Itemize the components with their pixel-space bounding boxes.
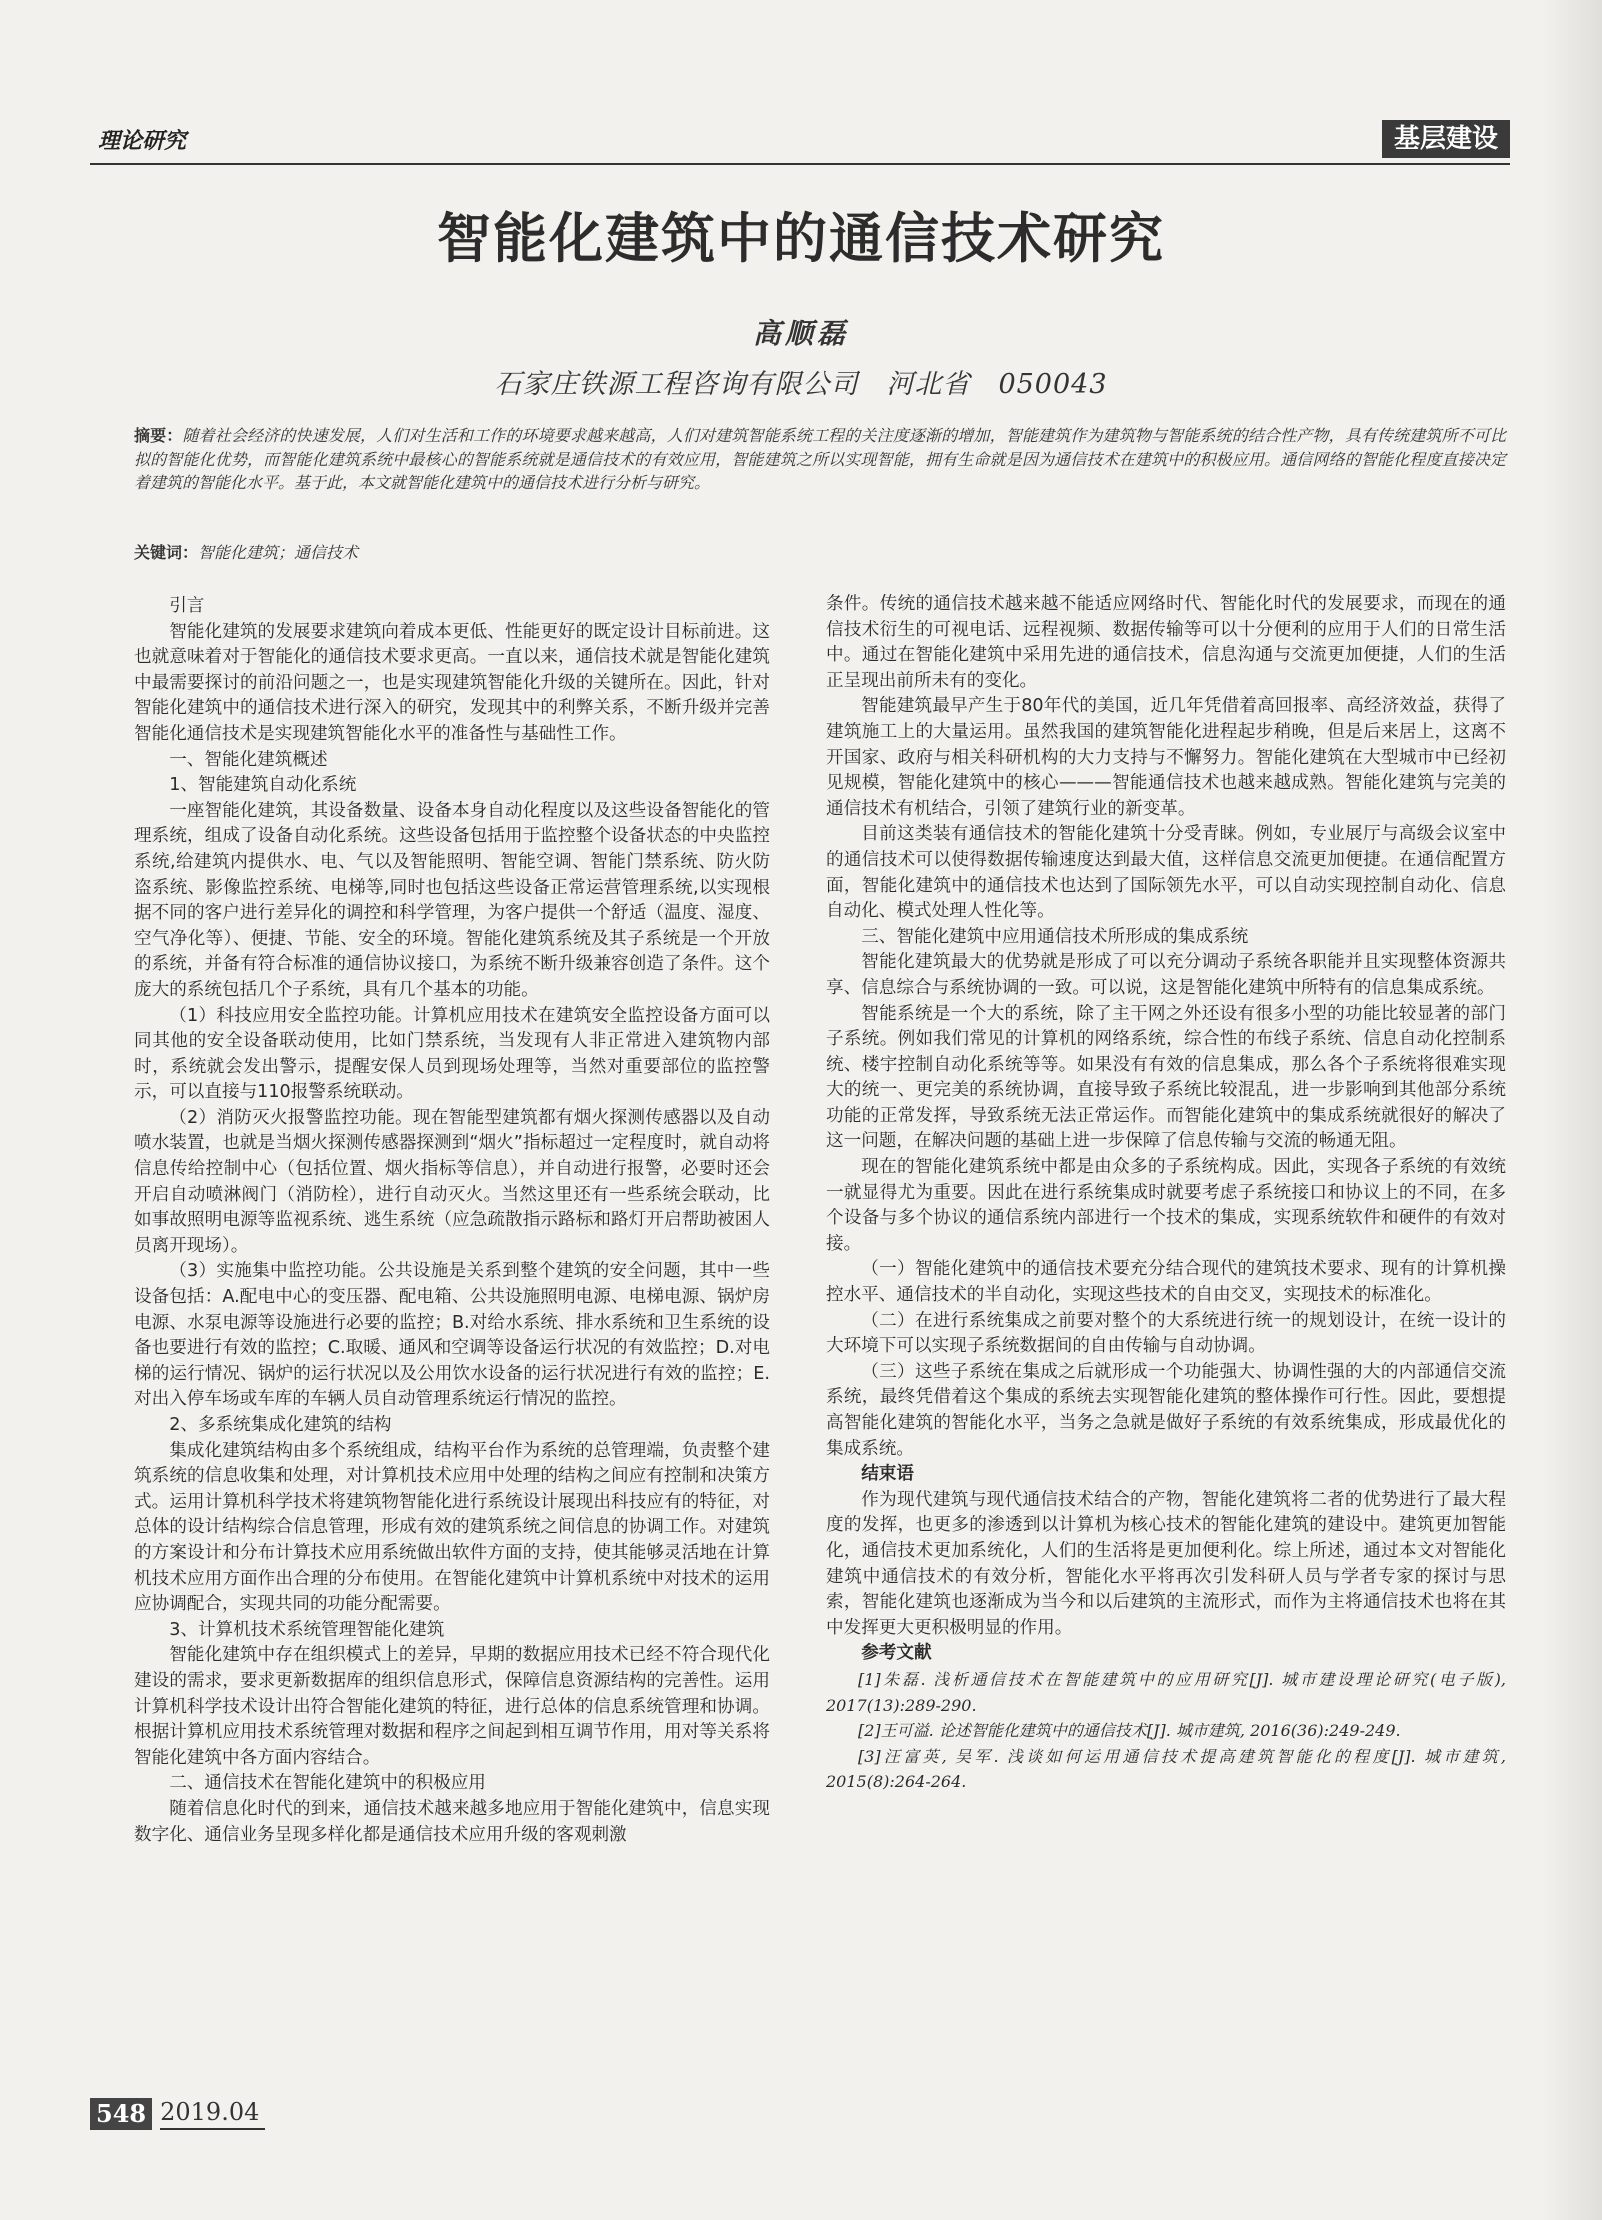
- paragraph: 智能化建筑的发展要求建筑向着成本更低、性能更好的既定设计目标前进。这也就意味着对于智能化的通信技术要求更高。一直以来，通信技术就是智能化建筑中最需要探讨的前沿问题之一，也是实现建筑智能化升级的关键所在。因此，针对智能化建筑中的通信技术进行深入的研究，发现其中的利弊关系，不断升级并完善智能化通信技术是实现建筑智能化水平的准备性与基础性工作。: [134, 621, 770, 744]
- paragraph: 随着信息化时代的到来，通信技术越来越多地应用于智能化建筑中，信息实现数字化、通信业务呈现多样化都是通信技术应用升级的客观刺激: [134, 1798, 770, 1845]
- section-heading: 引言: [169, 596, 205, 616]
- keywords: [134, 540, 1506, 563]
- reference-item: [2]王可溢. 论述智能化建筑中的通信技术[J]. 城市建筑, 2016(36):249-249.: [858, 1721, 1401, 1741]
- references: [826, 1641, 1506, 1795]
- paragraph: 条件。传统的通信技术越来越不能适应网络时代、智能化时代的发展要求，而现在的通信技术衍生的可视电话、远程视频、数据传输等可以十分便利的应用于人们的日常生活中。通过在智能化建筑中采用先进的通信技术，信息沟通与交流更加便捷，人们的生活正呈现出前所未有的变化。: [826, 594, 1506, 691]
- left-column: [134, 594, 770, 1848]
- paragraph: 集成化建筑结构由多个系统组成，结构平台作为系统的总管理端，负责整个建筑系统的信息收集和处理，对计算机技术应用中处理的结构之间应有控制和决策方式。运用计算机科学技术将建筑物智能化进行系统设计展现出科技应有的特征，对总体的设计结构综合信息管理，形成有效的建筑系统之间信息的协调工作。对建筑的方案设计和分布计算技术应用系统做出软件方面的支持，使其能够灵活地在计算机技术应用方面作出合理的分布使用。在智能化建筑中计算机系统中对技术的运用应协调配合，实现共同的功能分配需要。: [134, 1440, 770, 1615]
- paragraph: 智能系统是一个大的系统，除了主干网之外还设有很多小型的功能比较显著的部门子系统。例如我们常见的计算机的网络系统，综合性的布线子系统、信息自动化控制系统、楼宇控制自动化系统等等。如果没有有效的信息集成，那么各个子系统将很难实现大的统一、更完美的系统协调，直接导致子系统比较混乱，进一步影响到其他部分系统功能的正常发挥，导致系统无法正常运作。而智能化建筑中的集成系统就很好的解决了这一问题，在解决问题的基础上进一步保障了信息传输与交流的畅通无阻。: [826, 1003, 1506, 1152]
- section-label: 理论研究: [98, 128, 187, 154]
- reference-item: [3]汪富英, 吴军. 浅谈如何运用通信技术提高建筑智能化的程度[J]. 城市建筑, 2015(8):264-264.: [826, 1746, 1506, 1792]
- page-footer: [90, 2098, 265, 2138]
- right-column-body: [826, 592, 1506, 1641]
- paragraph: 智能化建筑中存在组织模式上的差异，早期的数据应用技术已经不符合现代化建设的需求，要求更新数据库的组织信息形式，保障信息资源结构的完善性。运用计算机科学技术设计出符合智能化建筑的特征，进行总体的信息系统管理和协调。根据计算机应用技术系统管理对数据和程序之间起到相互调节作用，用对等关系将智能化建筑中各方面内容结合。: [134, 1645, 770, 1768]
- paragraph: 一座智能化建筑，其设备数量、设备本身自动化程度以及这些设备智能化的管理系统，组成了设备自动化系统。这些设备包括用于监控整个设备状态的中央监控系统,给建筑内提供水、电、气以及智能照明、智能空调、智能门禁系统、防火防盗系统、影像监控系统、电梯等,同时也包括这些设备正常运营管理系统,以实现根据不同的客户进行差异化的调控和科学管理，为客户提供一个舒适（温度、湿度、空气净化等）、便捷、节能、安全的环境。智能化建筑系统及其子系统是一个开放的系统，并备有符合标准的通信协议接口，为系统不断升级兼容创造了条件。这个庞大的系统包括几个子系统，具有几个基本的功能。: [134, 800, 770, 1000]
- page-header: [90, 120, 1510, 166]
- paragraph: 智能建筑最早产生于80年代的美国，近几年凭借着高回报率、高经济效益，获得了建筑施工上的大量运用。虽然我国的建筑智能化进程起步稍晚，但是后来居上，这离不开国家、政府与相关科研机构的大力支持与不懈努力。智能化建筑在大型城市中已经初见规模，智能化建筑中的核心———智能通信技术也越来越成熟。智能化建筑与完美的通信技术有机结合，引领了建筑行业的新变革。: [826, 696, 1506, 819]
- reference-item: [1]朱磊. 浅析通信技术在智能建筑中的应用研究[J]. 城市建设理论研究(电子版), 2017(13):289-290.: [826, 1669, 1506, 1715]
- section-heading: 三、智能化建筑中应用通信技术所形成的集成系统: [861, 926, 1249, 947]
- paragraph: （3）实施集中监控功能。公共设施是关系到整个建筑的安全问题，其中一些设备包括：A.配电中心的变压器、配电箱、公共设施照明电源、电梯电源、锅炉房电源、水泵电源等设施进行必要的监控；B.对给水系统、排水系统和卫生系统的设备也要进行有效的监控；C.取暖、通风和空调等设备运行状况的有效监控；D.对电梯的运行情况、锅炉的运行状况以及公用饮水设备的运行状况进行有效的监控；E.对出入停车场或车库的车辆人员自动管理系统运行情况的监控。: [134, 1261, 770, 1410]
- paragraph: 作为现代建筑与现代通信技术结合的产物，智能化建筑将二者的优势进行了最大程度的发挥，也更多的渗透到以计算机为核心技术的智能化建筑的建设中。建筑更加智能化，通信技术更加系统化，人们的生活将是更加便利化。综上所述，通过本文对智能化建筑中通信技术的有效分析，智能化水平将再次引发科研人员与学者专家的探讨与思索，智能化建筑也逐渐成为当今和以后建筑的主流形式，而作为主将通信技术也将在其中发挥更大更积极明显的作用。: [826, 1489, 1506, 1638]
- paragraph: 现在的智能化建筑系统中都是由众多的子系统构成。因此，实现各子系统的有效统一就显得尤为重要。因此在进行系统集成时就要考虑子系统接口和协议上的不同，在多个设备与多个协议的通信系统内部进行一个技术的集成，实现系统软件和硬件的有效对接。: [826, 1157, 1506, 1254]
- issue-date: 2019.04: [160, 2098, 265, 2130]
- article-title: 智能化建筑中的通信技术研究: [437, 206, 1165, 270]
- section-heading: 结束语: [861, 1464, 914, 1485]
- paragraph: （1）科技应用安全监控功能。计算机应用技术在建筑安全监控设备方面可以同其他的安全设备联动使用，比如门禁系统，当发现有人非正常进入建筑物内部时，系统就会发出警示，提醒安保人员到现场处理等，当然对重要部位的监控警示，可以直接与110报警系统联动。: [134, 1005, 770, 1103]
- paragraph: （二）在进行系统集成之前要对整个的大系统进行统一的规划设计，在统一设计的大环境下可以实现子系统数据间的自由传输与自动协调。: [826, 1310, 1506, 1357]
- column-badge: 基层建设: [1382, 120, 1510, 158]
- section-heading: 二、通信技术在智能化建筑中的积极应用: [169, 1773, 486, 1794]
- paragraph: （2）消防灭火报警监控功能。现在智能型建筑都有烟火探测传感器以及自动喷水装置，也就是当烟火探测传感器探测到“烟火”指标超过一定程度时，就自动将信息传给控制中心（包括位置、烟火指标等信息），并自动进行报警，必要时还会开启自动喷淋阀门（消防栓），进行自动灭火。当然这里还有一些系统会联动，比如事故照明电源等监视系统、逃生系统（应急疏散指示路标和路灯开启帮助被困人员离开现场）。: [134, 1107, 770, 1256]
- affiliation: 石家庄铁源工程咨询有限公司 河北省 050043: [494, 369, 1108, 400]
- section-heading: 1、智能建筑自动化系统: [169, 775, 357, 796]
- section-heading: 3、计算机技术系统管理智能化建筑: [169, 1619, 445, 1640]
- paragraph: （一）智能化建筑中的通信技术要充分结合现代的建筑技术要求、现有的计算机操控水平、通信技术的半自动化，实现这些技术的自由交叉，实现技术的标准化。: [826, 1259, 1506, 1306]
- abstract: [134, 424, 1506, 495]
- abstract-text: 随着社会经济的快速发展，人们对生活和工作的环境要求越来越高，人们对建筑智能系统工程的关注度逐渐的增加，智能建筑作为建筑物与智能系统的结合性产物，具有传统建筑所不可比拟的智能化优势，而智能化建筑系统中最核心的智能系统就是通信技术的有效应用，智能建筑之所以实现智能，拥有生命就是因为通信技术在建筑中的积极应用。通信网络的智能化程度直接决定着建筑的智能化水平。基于此，本文就智能化建筑中的通信技术进行分析与研究。: [134, 426, 1506, 492]
- page-number: 548: [90, 2098, 152, 2130]
- keywords-text: 智能化建筑；通信技术: [198, 543, 359, 562]
- section-heading: 2、多系统集成化建筑的结构: [169, 1415, 392, 1435]
- author: 高顺磊: [752, 317, 849, 350]
- header-rule: [90, 163, 1510, 165]
- references-title: 参考文献: [861, 1643, 932, 1664]
- section-heading: 一、智能化建筑概述: [169, 749, 328, 770]
- abstract-label: 摘要：: [134, 426, 183, 445]
- paragraph: （三）这些子系统在集成之后就形成一个功能强大、协调性强的大的内部通信交流系统，最终凭借着这个集成的系统去实现智能化建筑的整体操作可行性。因此，要想提高智能化建筑的智能化水平，当务之急就是做好子系统的有效系统集成，形成最优化的集成系统。: [826, 1361, 1506, 1459]
- keywords-label: 关键词：: [134, 543, 199, 562]
- paragraph: 目前这类装有通信技术的智能化建筑十分受青睐。例如，专业展厅与高级会议室中的通信技术可以使得数据传输速度达到最大值，这样信息交流更加便捷。在通信配置方面，智能化建筑中的通信技术也达到了国际领先水平，可以自动实现控制自动化、信息自动化、模式处理人性化等。: [826, 824, 1506, 922]
- paragraph: 智能化建筑最大的优势就是形成了可以充分调动子系统各职能并且实现整体资源共享、信息综合与系统协调的一致。可以说，这是智能化建筑中所特有的信息集成系统。: [826, 952, 1506, 998]
- right-column: [826, 592, 1506, 1795]
